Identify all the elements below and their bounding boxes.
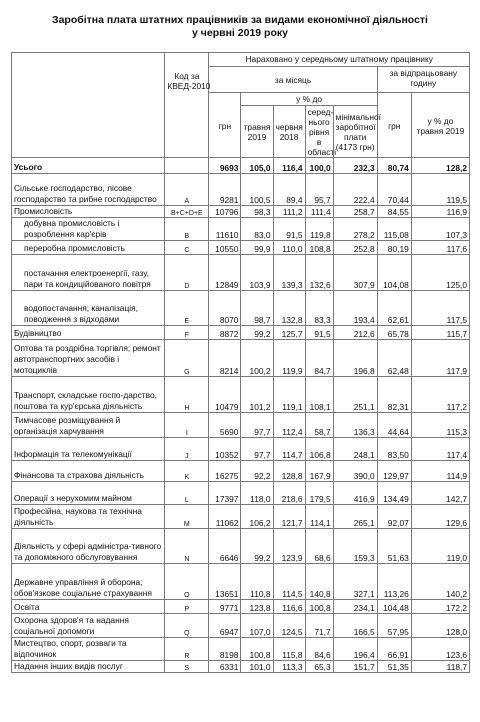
row-pct-may-2019: 118,0: [241, 482, 273, 505]
row-name: Мистецтво, спорт, розваги та відпочинок: [12, 638, 165, 661]
row-uah-per-hour: 83,50: [377, 438, 411, 461]
title-line-1: Заробітна плата штатних працівників за видами економічної діяльності: [52, 14, 428, 26]
row-uah: 6331: [209, 661, 241, 673]
row-pct-avg-region: 65,3: [305, 661, 333, 673]
row-pct-may-2019: 123,8: [241, 600, 273, 614]
row-pct-avg-region: 179,5: [305, 482, 333, 505]
row-uah-per-hour: 115,08: [377, 218, 411, 241]
row-pct-may-2019: 83,0: [241, 218, 273, 241]
row-name: постачання електроенергії, газу, пари та кондиційованого повітря: [12, 255, 165, 291]
row-code: F: [165, 326, 209, 340]
row-name: Діяльність у сфері адміністра-тивного та допоміжного обслуговування: [12, 529, 165, 564]
row-uah-per-hour: 44,64: [377, 413, 411, 438]
row-pct-june-2018: 124,5: [273, 614, 305, 638]
row-pct-min-wage: 307,9: [333, 255, 377, 291]
row-name: Державне управління й оборона; обов'язкове соціальне страхування: [12, 564, 165, 600]
row-pct-may-2019: 99,2: [241, 529, 273, 564]
row-pct-avg-region: 119,8: [305, 218, 333, 241]
row-pct-avg-region: 140,8: [305, 564, 333, 600]
row-pct-june-2018: 112,4: [273, 413, 305, 438]
row-pct-may-2019: 110,8: [241, 564, 273, 600]
row-uah: 17397: [209, 482, 241, 505]
row-uah-per-hour: 129,97: [377, 461, 411, 482]
row-code: A: [165, 174, 209, 206]
row-uah-per-hour: 51,35: [377, 661, 411, 673]
row-pct-june-2018: 123,9: [273, 529, 305, 564]
row-uah-per-hour: 65,78: [377, 326, 411, 340]
header-accrued: Нараховано у середньому штатному працівнику: [209, 53, 470, 67]
header-pct-hour: у % до травня 2019: [411, 93, 469, 158]
row-hour-pct: 107,3: [411, 218, 469, 241]
header-min-wage: мінімальної заробітної плати (4173 грн): [333, 106, 377, 158]
header-code: Код за КВЕД-2010: [165, 53, 209, 158]
row-pct-min-wage: 265,1: [333, 505, 377, 529]
row-pct-min-wage: 196,8: [333, 340, 377, 377]
table-row: [12, 564, 470, 600]
row-uah: 10550: [209, 241, 241, 255]
header-may-2019: травня 2019: [241, 106, 273, 158]
row-hour-pct: 119,5: [411, 174, 469, 206]
row-hour-pct: 117,2: [411, 377, 469, 413]
row-pct-min-wage: 258,7: [333, 206, 377, 218]
row-pct-june-2018: 110,0: [273, 241, 305, 255]
row-uah-per-hour: 113,26: [377, 564, 411, 600]
row-hour-pct: 119,0: [411, 529, 469, 564]
row-uah-per-hour: 62,61: [377, 291, 411, 326]
row-hour-pct: 118,7: [411, 661, 469, 673]
row-hour-pct: 128,2: [411, 158, 469, 174]
row-hour-pct: 117,5: [411, 291, 469, 326]
row-pct-min-wage: 252,8: [333, 241, 377, 255]
row-pct-avg-region: 108,1: [305, 377, 333, 413]
row-pct-may-2019: 101,0: [241, 661, 273, 673]
row-pct-min-wage: 193,4: [333, 291, 377, 326]
table-row: [12, 529, 470, 564]
row-uah: 8070: [209, 291, 241, 326]
row-hour-pct: 140,2: [411, 564, 469, 600]
row-uah: 16275: [209, 461, 241, 482]
table-row: [12, 218, 470, 241]
row-pct-june-2018: 125,7: [273, 326, 305, 340]
row-uah: 11610: [209, 218, 241, 241]
row-name: Тимчасове розміщування й організація харчування: [12, 413, 165, 438]
row-pct-min-wage: 390,0: [333, 461, 377, 482]
wage-table: [11, 52, 470, 673]
table-row: [12, 438, 470, 461]
row-pct-avg-region: 167,9: [305, 461, 333, 482]
row-name: Оптова та роздрібна торгівля; ремонт автотранспортних засобів і мотоциклів: [12, 340, 165, 377]
table-row: [12, 158, 470, 174]
row-uah-per-hour: 104,48: [377, 600, 411, 614]
row-pct-may-2019: 100,2: [241, 340, 273, 377]
row-hour-pct: 116,9: [411, 206, 469, 218]
table-row: [12, 340, 470, 377]
row-uah: 8872: [209, 326, 241, 340]
row-uah: 8198: [209, 638, 241, 661]
row-uah-per-hour: 134,49: [377, 482, 411, 505]
row-pct-may-2019: 92,2: [241, 461, 273, 482]
row-name: Сільське господарство, лісове господарство та рибне господарство: [12, 174, 165, 206]
row-pct-avg-region: 100,8: [305, 600, 333, 614]
row-uah: 12849: [209, 255, 241, 291]
row-pct-june-2018: 114,7: [273, 438, 305, 461]
table-row: [12, 255, 470, 291]
row-name: водопостачання; каналізація, поводження з відходами: [12, 291, 165, 326]
row-pct-min-wage: 232,3: [333, 158, 377, 174]
row-uah: 6646: [209, 529, 241, 564]
row-pct-avg-region: 84,6: [305, 638, 333, 661]
row-name: Фінансова та страхова діяльність: [12, 461, 165, 482]
row-pct-avg-region: 71,7: [305, 614, 333, 638]
row-pct-may-2019: 103,9: [241, 255, 273, 291]
row-hour-pct: 129,6: [411, 505, 469, 529]
row-uah-per-hour: 66,91: [377, 638, 411, 661]
row-pct-may-2019: 100,8: [241, 638, 273, 661]
row-code: G: [165, 340, 209, 377]
row-name: Освіта: [12, 600, 165, 614]
row-code: D: [165, 255, 209, 291]
header-june-2018: червня 2018: [273, 106, 305, 158]
row-pct-may-2019: 98,3: [241, 206, 273, 218]
row-uah-per-hour: 82,31: [377, 377, 411, 413]
row-code: H: [165, 377, 209, 413]
header-avg-region: серед-нього рівня в області: [305, 106, 333, 158]
row-name: Будівництво: [12, 326, 165, 340]
row-code: E: [165, 291, 209, 326]
table-row: [12, 413, 470, 438]
row-uah: 9281: [209, 174, 241, 206]
row-pct-may-2019: 99,9: [241, 241, 273, 255]
row-uah-per-hour: 80,74: [377, 158, 411, 174]
page-title: [0, 14, 480, 40]
row-pct-min-wage: 278,2: [333, 218, 377, 241]
table-row: [12, 241, 470, 255]
row-code: R: [165, 638, 209, 661]
row-pct-avg-region: 108,8: [305, 241, 333, 255]
row-hour-pct: 172,2: [411, 600, 469, 614]
row-pct-avg-region: 132,6: [305, 255, 333, 291]
row-uah: 13651: [209, 564, 241, 600]
header-percent-to: у % до: [241, 93, 377, 106]
row-uah-per-hour: 70,44: [377, 174, 411, 206]
row-code: B+C+D+E: [165, 206, 209, 218]
header-uah-hour: грн: [377, 93, 411, 158]
row-pct-june-2018: 139,3: [273, 255, 305, 291]
row-pct-june-2018: 119,9: [273, 340, 305, 377]
row-pct-avg-region: 91,5: [305, 326, 333, 340]
row-name: Усього: [12, 158, 165, 174]
row-uah: 10479: [209, 377, 241, 413]
row-uah: 11062: [209, 505, 241, 529]
row-uah-per-hour: 57,95: [377, 614, 411, 638]
row-pct-may-2019: 101,2: [241, 377, 273, 413]
row-uah-per-hour: 92,07: [377, 505, 411, 529]
row-hour-pct: 114,9: [411, 461, 469, 482]
row-uah: 10796: [209, 206, 241, 218]
row-code: I: [165, 413, 209, 438]
row-code: S: [165, 661, 209, 673]
row-pct-avg-region: 106,8: [305, 438, 333, 461]
row-code: O: [165, 564, 209, 600]
row-pct-min-wage: 327,1: [333, 564, 377, 600]
row-pct-june-2018: 116,4: [273, 158, 305, 174]
row-hour-pct: 142,7: [411, 482, 469, 505]
row-name: Інформація та телекомунікації: [12, 438, 165, 461]
row-code: [165, 158, 209, 174]
row-uah-per-hour: 104,08: [377, 255, 411, 291]
row-pct-avg-region: 111,4: [305, 206, 333, 218]
row-hour-pct: 125,0: [411, 255, 469, 291]
row-pct-may-2019: 105,0: [241, 158, 273, 174]
row-pct-june-2018: 116,6: [273, 600, 305, 614]
row-uah: 10352: [209, 438, 241, 461]
row-pct-june-2018: 111,2: [273, 206, 305, 218]
row-name: добувна промисловість і розроблення кар'єрів: [12, 218, 165, 241]
table-row: [12, 505, 470, 529]
row-pct-june-2018: 89,4: [273, 174, 305, 206]
row-name: Охорона здоров'я та надання соціальної допомоги: [12, 614, 165, 638]
row-code: P: [165, 600, 209, 614]
row-pct-may-2019: 97,7: [241, 413, 273, 438]
row-hour-pct: 128,0: [411, 614, 469, 638]
row-pct-june-2018: 115,8: [273, 638, 305, 661]
table-row: [12, 206, 470, 218]
row-hour-pct: 117,4: [411, 438, 469, 461]
row-pct-min-wage: 196,4: [333, 638, 377, 661]
table-row: [12, 482, 470, 505]
row-pct-june-2018: 119,1: [273, 377, 305, 413]
row-name: переробна промисловість: [12, 241, 165, 255]
row-pct-june-2018: 114,5: [273, 564, 305, 600]
row-pct-june-2018: 91,5: [273, 218, 305, 241]
table-row: [12, 326, 470, 340]
row-pct-may-2019: 106,2: [241, 505, 273, 529]
row-uah: 9771: [209, 600, 241, 614]
row-pct-june-2018: 218,6: [273, 482, 305, 505]
row-uah: 8214: [209, 340, 241, 377]
table-row: [12, 614, 470, 638]
row-hour-pct: 115,3: [411, 413, 469, 438]
row-pct-min-wage: 234,1: [333, 600, 377, 614]
table-row: [12, 661, 470, 673]
row-uah-per-hour: 51,63: [377, 529, 411, 564]
row-code: B: [165, 218, 209, 241]
row-pct-june-2018: 113,3: [273, 661, 305, 673]
table-row: [12, 600, 470, 614]
row-pct-min-wage: 212,6: [333, 326, 377, 340]
row-pct-avg-region: 95,7: [305, 174, 333, 206]
table-row: [12, 174, 470, 206]
row-name: Промисловість: [12, 206, 165, 218]
table-header: [12, 53, 470, 158]
row-pct-may-2019: 98,7: [241, 291, 273, 326]
row-pct-min-wage: 416,9: [333, 482, 377, 505]
row-pct-min-wage: 251,1: [333, 377, 377, 413]
row-uah: 9693: [209, 158, 241, 174]
row-name: Операції з нерухомим майном: [12, 482, 165, 505]
row-uah: 5690: [209, 413, 241, 438]
table-row: [12, 638, 470, 661]
row-hour-pct: 123,6: [411, 638, 469, 661]
title-line-2: у червні 2019 року: [192, 27, 288, 39]
table-row: [12, 377, 470, 413]
row-pct-june-2018: 121,7: [273, 505, 305, 529]
row-pct-avg-region: 68,6: [305, 529, 333, 564]
row-pct-june-2018: 128,8: [273, 461, 305, 482]
row-code: N: [165, 529, 209, 564]
table-body: [12, 158, 470, 673]
row-pct-min-wage: 159,3: [333, 529, 377, 564]
header-per-hour: за відпрацьовану годину: [377, 67, 469, 93]
row-code: K: [165, 461, 209, 482]
row-pct-avg-region: 58,7: [305, 413, 333, 438]
row-pct-may-2019: 97,7: [241, 438, 273, 461]
row-name: Надання інших видів послуг: [12, 661, 165, 673]
row-uah-per-hour: 84,55: [377, 206, 411, 218]
row-pct-may-2019: 107,0: [241, 614, 273, 638]
row-pct-june-2018: 132,8: [273, 291, 305, 326]
row-pct-avg-region: 83,3: [305, 291, 333, 326]
row-hour-pct: 117,6: [411, 241, 469, 255]
row-name: Транспорт, складське госпо-дарство, поштова та кур'єрська діяльність: [12, 377, 165, 413]
row-pct-may-2019: 100,5: [241, 174, 273, 206]
header-empty: [12, 53, 165, 158]
row-pct-avg-region: 84,7: [305, 340, 333, 377]
row-pct-min-wage: 248,1: [333, 438, 377, 461]
row-pct-may-2019: 99,2: [241, 326, 273, 340]
row-pct-min-wage: 222,4: [333, 174, 377, 206]
row-code: L: [165, 482, 209, 505]
row-pct-min-wage: 136,3: [333, 413, 377, 438]
row-name: Професійна, наукова та технічна діяльність: [12, 505, 165, 529]
row-code: Q: [165, 614, 209, 638]
row-code: M: [165, 505, 209, 529]
row-pct-avg-region: 114,1: [305, 505, 333, 529]
row-code: C: [165, 241, 209, 255]
row-uah: 6947: [209, 614, 241, 638]
row-pct-avg-region: 100,0: [305, 158, 333, 174]
row-pct-min-wage: 151,7: [333, 661, 377, 673]
header-per-month: за місяць: [209, 67, 377, 93]
row-uah-per-hour: 62,48: [377, 340, 411, 377]
row-uah-per-hour: 80,19: [377, 241, 411, 255]
row-hour-pct: 115,7: [411, 326, 469, 340]
table-row: [12, 291, 470, 326]
row-code: J: [165, 438, 209, 461]
row-pct-min-wage: 166,5: [333, 614, 377, 638]
table-row: [12, 461, 470, 482]
row-hour-pct: 117,9: [411, 340, 469, 377]
header-uah: грн: [209, 93, 241, 158]
